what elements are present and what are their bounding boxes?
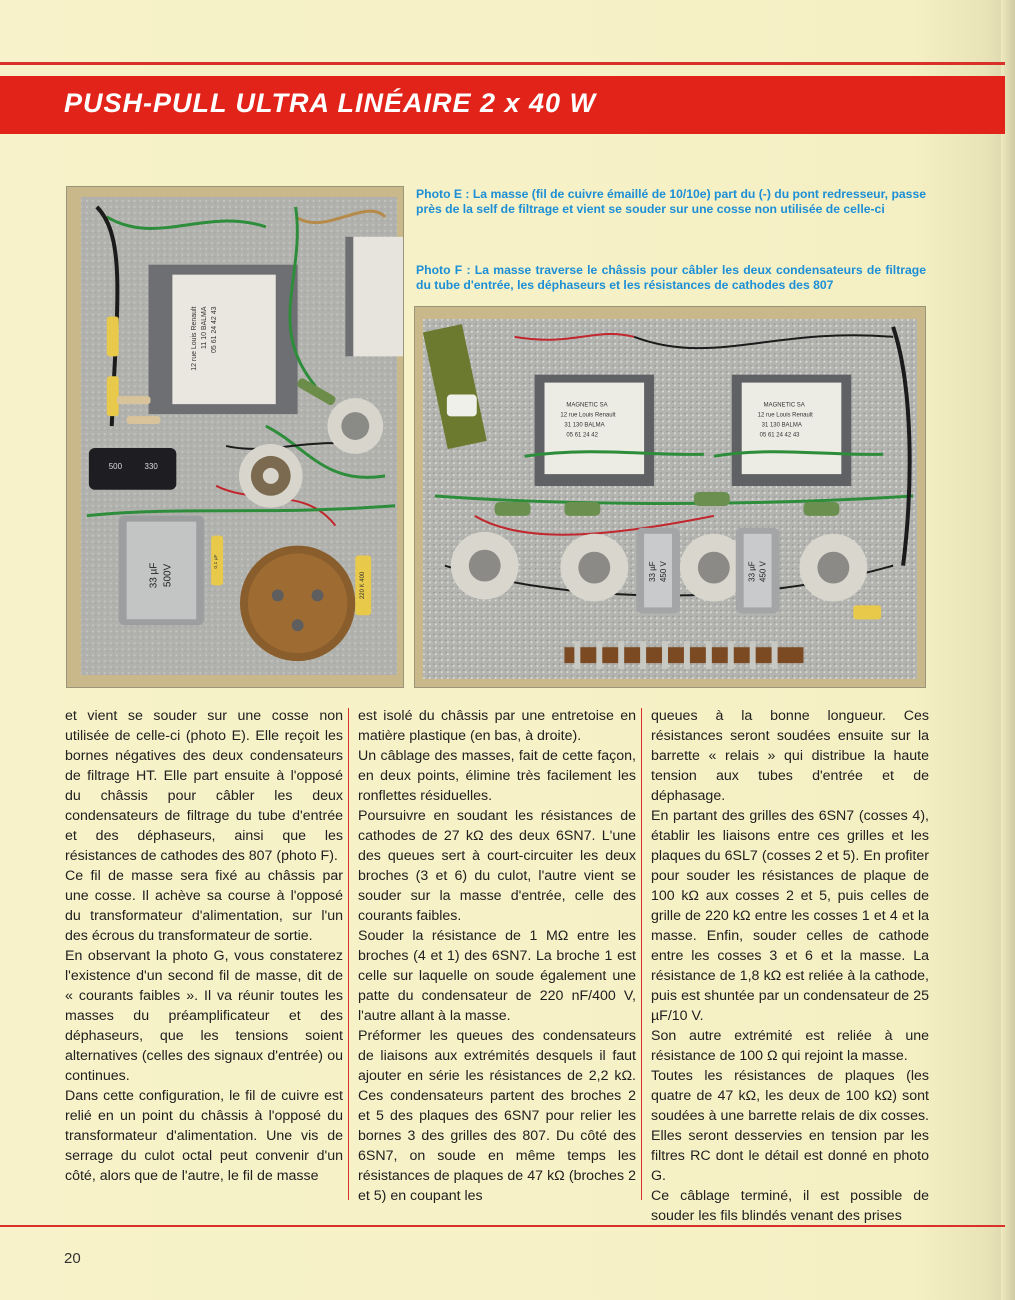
paragraph: En partant des grilles des 6SN7 (cosses 4), établir les liaisons entre ces grilles et les plaques du 6SL7 (cosses 2 et 5). En profiter pour souder les résistances de plaque de 100 kΩ aux cosses 2 et 5, puis celles de grille de 220 kΩ entre les cosses 1 et 4 et la masse. Enfin, souder celles de cathode entre les cosses 3 et 6 et la masse. La résistance de 1,8 kΩ est reliée à la cathode, puis est shuntée par un condensateur de 25 µF/10 V. bbox=[651, 808, 929, 1024]
photo-f-label: 31 130 BALMA bbox=[761, 422, 802, 429]
page-number: 20 bbox=[64, 1250, 81, 1267]
column-rule bbox=[641, 708, 642, 1200]
photo-e-label: 220 K 400 bbox=[360, 571, 367, 600]
text-column-1 bbox=[65, 706, 343, 1186]
photo-e-label: 12 rue Louis Renault bbox=[191, 306, 199, 371]
photo-e-label: 33 µF bbox=[148, 562, 160, 589]
photo-f bbox=[414, 306, 926, 688]
photo-e bbox=[66, 186, 404, 688]
photo-e-image bbox=[67, 187, 403, 687]
text-column-3 bbox=[651, 706, 929, 1226]
photo-f-label: 31 130 BALMA bbox=[564, 422, 605, 429]
paragraph: Toutes les résistances de plaques (les quatre de 47 kΩ, les deux de 100 kΩ) sont soudées à une barrette relais de dix cosses. Elles seront desservies en tension par les filtres RC dont le détail est donné en photo G. bbox=[651, 1068, 929, 1184]
column-rule bbox=[348, 708, 349, 1200]
photo-f-label: MAGNETIC SA bbox=[566, 402, 608, 409]
paragraph: Dans cette configuration, le fil de cuivre est relié en un point du châssis à l'opposé du transformateur d'alimentation. Une vis de serrage du culot octal peut convenir d'un côté, alors que de l'autre, le fil de masse bbox=[65, 1088, 343, 1184]
photo-e-label: 05 61 24 42 43 bbox=[211, 306, 219, 353]
article-title: PUSH-PULL ULTRA LINÉAIRE 2 x 40 W bbox=[64, 88, 597, 118]
paragraph: En observant la photo G, vous constaterez l'existence d'un second fil de masse, dit de « courants faibles ». Il va réunir toutes les masses du préamplificateur et des déphaseurs, que les tensions soient alternatives (celles des signaux d'entrée) ou continues. bbox=[65, 948, 343, 1084]
photo-f-label: 450 V bbox=[659, 561, 669, 582]
photo-f-label: MAGNETIC SA bbox=[763, 402, 805, 409]
paragraph: Son autre extrémité est reliée à une résistance de 100 Ω qui rejoint la masse. bbox=[651, 1028, 929, 1064]
photo-f-label: 450 V bbox=[758, 561, 768, 582]
top-rule bbox=[0, 62, 1005, 65]
photo-f-label: 33 µF bbox=[648, 561, 658, 582]
photo-e-label: 500V bbox=[162, 563, 174, 588]
photo-e-caption: Photo E : La masse (fil de cuivre émaillé de 10/10e) part du (-) du pont redresseur, passe près de la self de filtrage et vient se souder sur une cosse non utilisée de celle-ci bbox=[416, 187, 926, 216]
photo-f-image bbox=[415, 307, 925, 687]
page-binding-edge bbox=[1001, 0, 1015, 1300]
photo-e-label: 500 bbox=[108, 461, 123, 471]
paragraph: Préformer les queues des condensateurs de liaisons aux extrémités desquels il faut ajouter en série les résistances de 2,2 kΩ. Ces condensateurs partent des broches 2 et 5 des plaques des 6SN7 pour relier les bornes 3 des grilles des 807. Du côté des 6SN7, on soude en même temps les résistances de plaques de 47 kΩ (broches 2 et 5) en coupant les bbox=[358, 1028, 636, 1204]
photo-f-label: 05 61 24 42 bbox=[566, 432, 598, 439]
paragraph: Ce fil de masse sera fixé au châssis par une cosse. Il achève sa course à l'opposé du transformateur d'alimentation, sur l'un des écrous du transformateur de sortie. bbox=[65, 868, 343, 944]
photo-f-caption: Photo F : La masse traverse le châssis pour câbler les deux condensateurs de filtrage du tube d'entrée, les déphaseurs et les résistances de cathodes des 807 bbox=[416, 263, 926, 292]
photo-f-label: 05 61 24 42 43 bbox=[759, 432, 800, 439]
photo-e-label: 11 10 BALMA bbox=[201, 306, 209, 349]
photo-f-label: 33 µF bbox=[747, 561, 757, 582]
photo-f-label: 12 rue Louis Renault bbox=[757, 412, 813, 419]
paragraph: Souder la résistance de 1 MΩ entre les broches (4 et 1) des 6SN7. La broche 1 est celle sur laquelle on soude également une patte du condensateur de 220 nF/400 V, l'autre allant à la masse. bbox=[358, 928, 636, 1024]
photo-e-label: 0,1 µF bbox=[214, 554, 220, 569]
text-column-2 bbox=[358, 706, 636, 1206]
bottom-rule bbox=[0, 1225, 1005, 1227]
photo-f-label: 12 rue Louis Renault bbox=[560, 412, 616, 419]
paragraph: queues à la bonne longueur. Ces résistances seront soudées ensuite sur la barrette « relais » qui distribue la haute tension aux tubes d'entrée et de déphasage. bbox=[651, 708, 929, 804]
paragraph: Ce câblage terminé, il est possible de souder les fils blindés venant des prises bbox=[651, 1188, 929, 1224]
paragraph: Un câblage des masses, fait de cette façon, en deux points, élimine très facilement les ronflettes résiduelles. bbox=[358, 748, 636, 804]
paragraph: Poursuivre en soudant les résistances de cathodes de 27 kΩ des deux 6SN7. L'une des queues sert à court-circuiter les deux broches (3 et 6) du culot, l'autre vient se souder sur la masse d'entrée, celle des courants faibles. bbox=[358, 808, 636, 924]
photo-e-label: 330 bbox=[144, 461, 158, 471]
paragraph: et vient se souder sur une cosse non utilisée de celle-ci (photo E). Elle reçoit les bornes négatives des deux condensateurs de filtrage HT. Elle part ensuite à l'opposé du châssis pour câbler les deux condensateurs de filtrage du tube d'entrée et des déphaseurs, ainsi que les résistances de cathodes des 807 (photo F). bbox=[65, 708, 343, 864]
paragraph: est isolé du châssis par une entretoise en matière plastique (en bas, à droite). bbox=[358, 708, 636, 744]
